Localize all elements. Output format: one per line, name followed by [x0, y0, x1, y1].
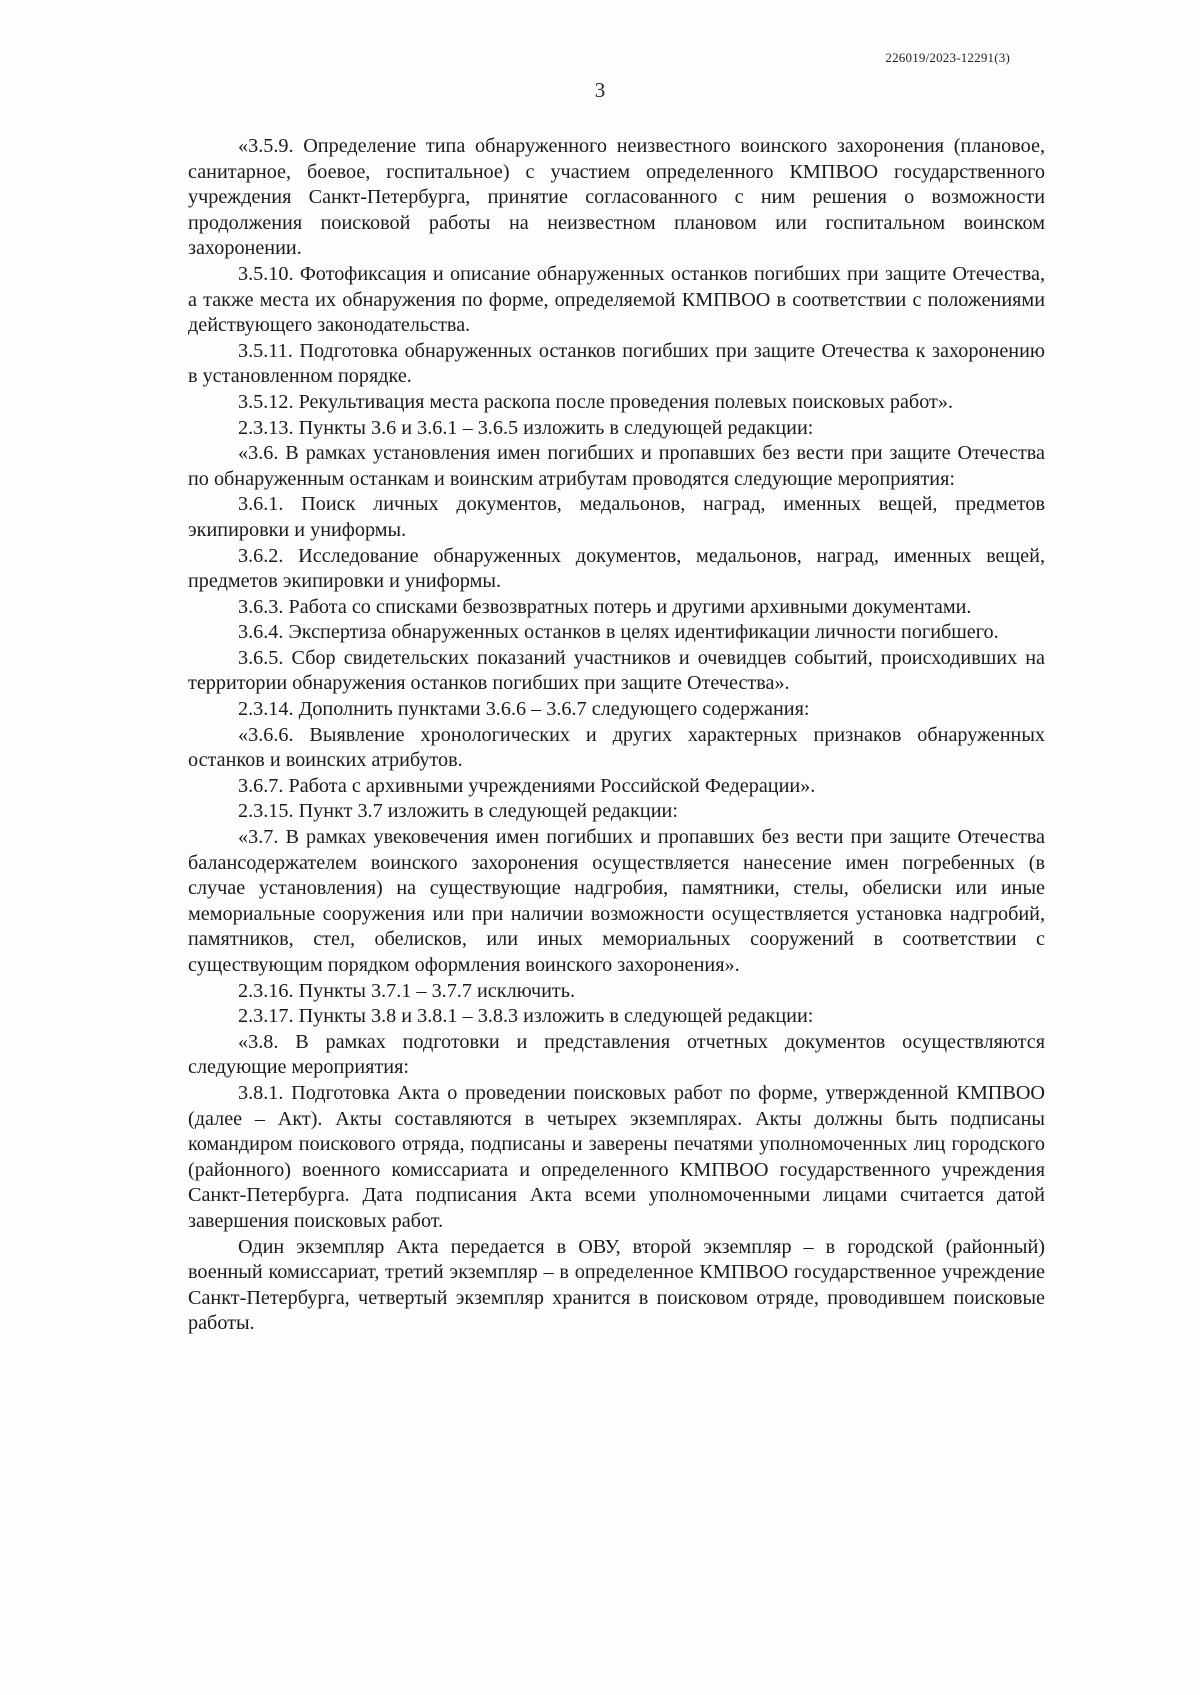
- paragraph-3-6-7: 3.6.7. Работа с архивными учреждениями Российской Федерации».: [238, 774, 816, 797]
- paragraph-2-3-13: 2.3.13. Пункты 3.6 и 3.6.1 – 3.6.5 изложить в следующей редакции:: [238, 416, 814, 439]
- paragraph-2-3-17: 2.3.17. Пункты 3.8 и 3.8.1 – 3.8.3 изложить в следующей редакции:: [238, 1005, 814, 1028]
- document-id: 226019/2023-12291(3): [885, 50, 1010, 65]
- paragraph-3-5-11: 3.5.11. Подготовка обнаруженных останков погибших при защите Отечества к захоронению в установленном порядке.: [188, 339, 1045, 388]
- paragraph-3-8: «3.8. В рамках подготовки и представления отчетных документов осуществляются следующие мероприятия:: [188, 1030, 1045, 1079]
- paragraph-3-6-6: «3.6.6. Выявление хронологических и других характерных признаков обнаруженных останков и воинских атрибутов.: [188, 723, 1045, 772]
- paragraph-3-5-9: «3.5.9. Определение типа обнаруженного неизвестного воинского захоронения (плановое, санитарное, боевое, госпитальное) с участием определенного КМПВОО государственного учреждения Санкт-Петербурга, принятие согласованного с ним решения о возможности продолжения поисковой работы на неизвестном плановом или госпитальном воинском захоронении.: [188, 135, 1045, 260]
- paragraph-3-6-2: 3.6.2. Исследование обнаруженных документов, медальонов, наград, именных вещей, предметов экипировки и униформы.: [188, 544, 1045, 593]
- paragraph-3-5-10: 3.5.10. Фотофиксация и описание обнаруженных останков погибших при защите Отечества, а также места их обнаружения по форме, определяемой КМПВОО в соответствии с положениями действующего законодательства.: [188, 262, 1045, 337]
- paragraph-2-3-15: 2.3.15. Пункт 3.7 изложить в следующей редакции:: [238, 800, 678, 823]
- paragraph-3-6-1: 3.6.1. Поиск личных документов, медальонов, наград, именных вещей, предметов экипировки и униформы.: [188, 493, 1045, 541]
- paragraph-3-7: «3.7. В рамках увековечения имен погибших и пропавших без вести при защите Отечества балансодержателем воинского захоронения осуществляется нанесение имен погребенных (в случае установления) на существующие надгробия, памятники, стелы, обелиски или иные мемориальные сооружения или при наличии возможности осуществляется установка надгробий, памятников, стел, обелисков, или иных мемориальных сооружений в соответствии с существующим порядком оформления воинского захоронения».: [188, 826, 1045, 976]
- page-number: 3: [594, 78, 606, 102]
- paragraph-2-3-14: 2.3.14. Дополнить пунктами 3.6.6 – 3.6.7 следующего содержания:: [238, 698, 810, 721]
- document-body: [188, 134, 1045, 1337]
- paragraph-3-6-3: 3.6.3. Работа со списками безвозвратных потерь и другими архивными документами.: [238, 595, 972, 618]
- paragraph-3-5-12: 3.5.12. Рекультивация места раскопа после проведения полевых поисковых работ».: [238, 390, 953, 413]
- paragraph-3-6: «3.6. В рамках установления имен погибших и пропавших без вести при защите Отечества по обнаруженным останкам и воинским атрибутам проводятся следующие мероприятия:: [188, 442, 1045, 490]
- paragraph-3-6-4: 3.6.4. Экспертиза обнаруженных останков в целях идентификации личности погибшего.: [238, 621, 999, 644]
- paragraph-3-8-1: 3.8.1. Подготовка Акта о проведении поисковых работ по форме, утвержденной КМПВОО (далее – Акт). Акты составляются в четырех экземплярах. Акты должны быть подписаны командиром поискового отряда, подписаны и заверены печатями уполномоченных лиц городского (районного) военного комиссариата и определенного КМПВОО государственного учреждения Санкт-Петербурга. Дата подписания Акта всеми уполномоченными лицами считается датой завершения поисковых работ.: [188, 1081, 1045, 1232]
- paragraph-act-copies: Один экземпляр Акта передается в ОВУ, второй экземпляр – в городской (районный) военный комиссариат, третий экземпляр – в определенное КМПВОО государственное учреждение Санкт-Петербурга, четвертый экземпляр хранится в поисковом отряде, проводившем поисковые работы.: [188, 1235, 1045, 1335]
- paragraph-3-6-5: 3.6.5. Сбор свидетельских показаний участников и очевидцев событий, происходивших на территории обнаружения останков погибших при защите Отечества».: [188, 646, 1045, 695]
- paragraph-2-3-16: 2.3.16. Пункты 3.7.1 – 3.7.7 исключить.: [238, 979, 575, 1002]
